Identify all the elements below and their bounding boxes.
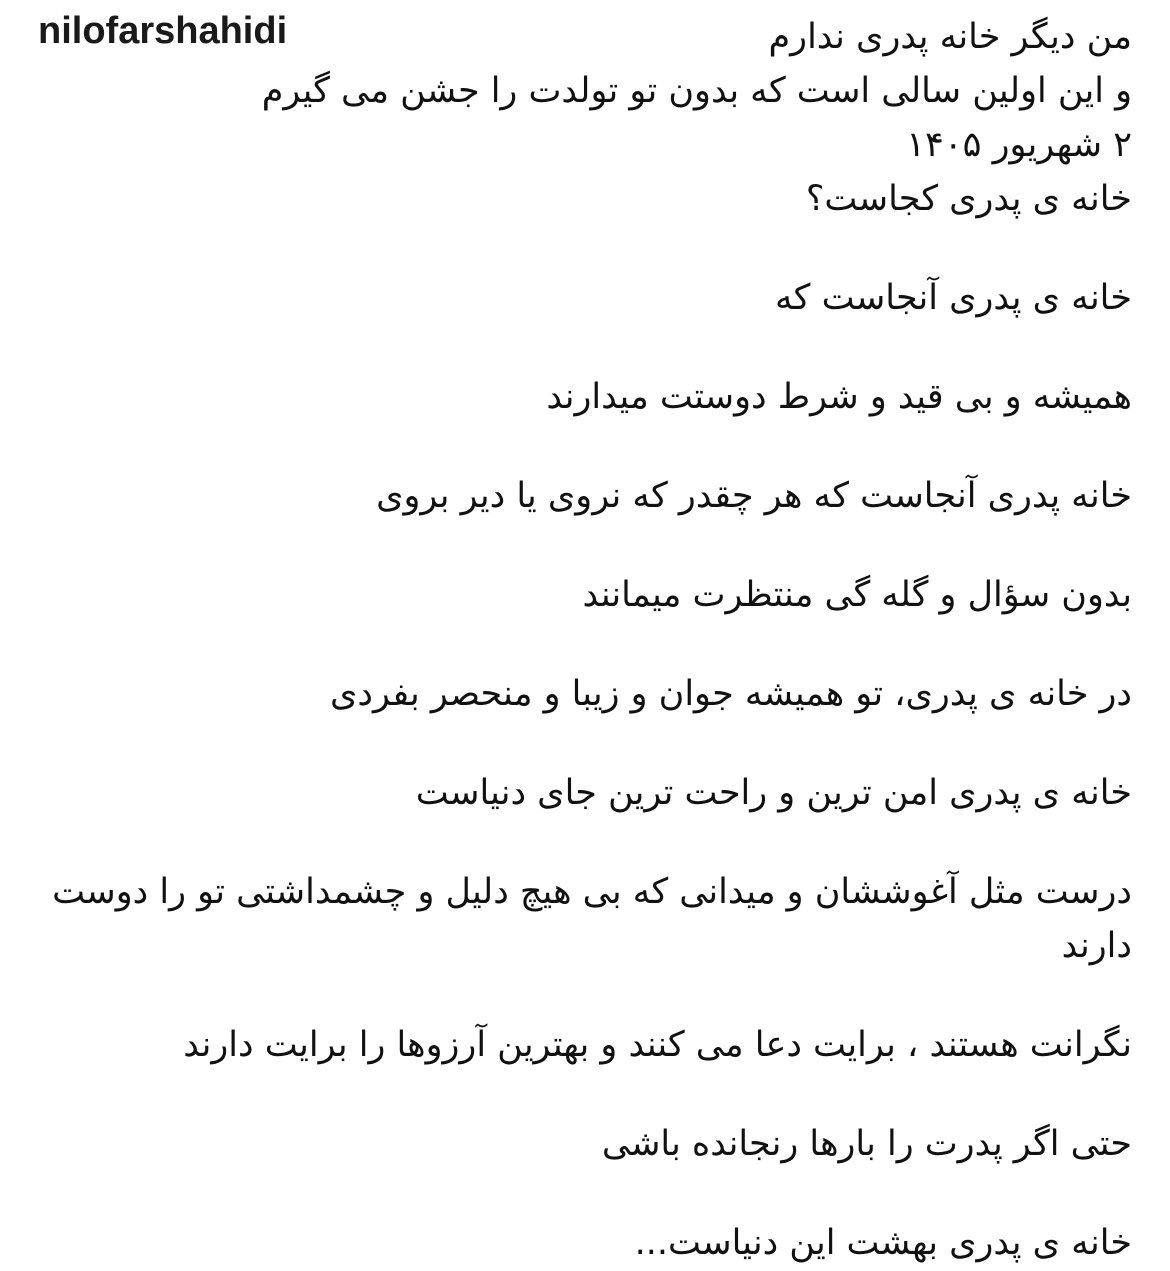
caption-paragraph: خانه ی پدری بهشت این دنیاست...	[634, 1223, 1132, 1263]
caption-paragraph: حتی اگر پدرت را بارها رنجانده باشی	[601, 1124, 1132, 1164]
caption-paragraph: بدون سؤال و گله گی منتظرت میمانند	[582, 575, 1132, 615]
username-link[interactable]: nilofarshahidi	[38, 10, 288, 52]
caption-paragraph: خانه پدری آنجاست که هر چقدر که نروی یا دیر بروی	[376, 476, 1132, 516]
caption-paragraph: همیشه و بی قید و شرط دوستت میدارند	[546, 377, 1132, 417]
intro-line: خانه ی پدری کجاست؟	[805, 179, 1132, 219]
caption-text	[38, 10, 1132, 1270]
intro-line: من دیگر خانه پدری ندارم	[768, 17, 1132, 57]
caption-paragraph: خانه ی پدری آنجاست که	[775, 278, 1132, 318]
caption-paragraph: نگرانت هستند ، برایت دعا می کنند و بهترین آرزوها را برایت دارند	[183, 1025, 1132, 1065]
intro-line: و این اولین سالی است که بدون تو تولدت را جشن می گیرم	[261, 71, 1132, 111]
caption-paragraph: درست مثل آغوششان و میدانی که بی هیچ دلیل و چشمداشتی تو را دوست دارند	[52, 872, 1132, 966]
intro-date: ۲ شهریور ۱۴۰۵	[906, 125, 1132, 165]
caption-paragraph: در خانه ی پدری، تو همیشه جوان و زیبا و منحصر بفردی	[330, 674, 1132, 714]
caption-paragraph: خانه ی پدری امن ترین و راحت ترین جای دنیاست	[415, 773, 1132, 813]
caption-intro	[38, 10, 1132, 226]
